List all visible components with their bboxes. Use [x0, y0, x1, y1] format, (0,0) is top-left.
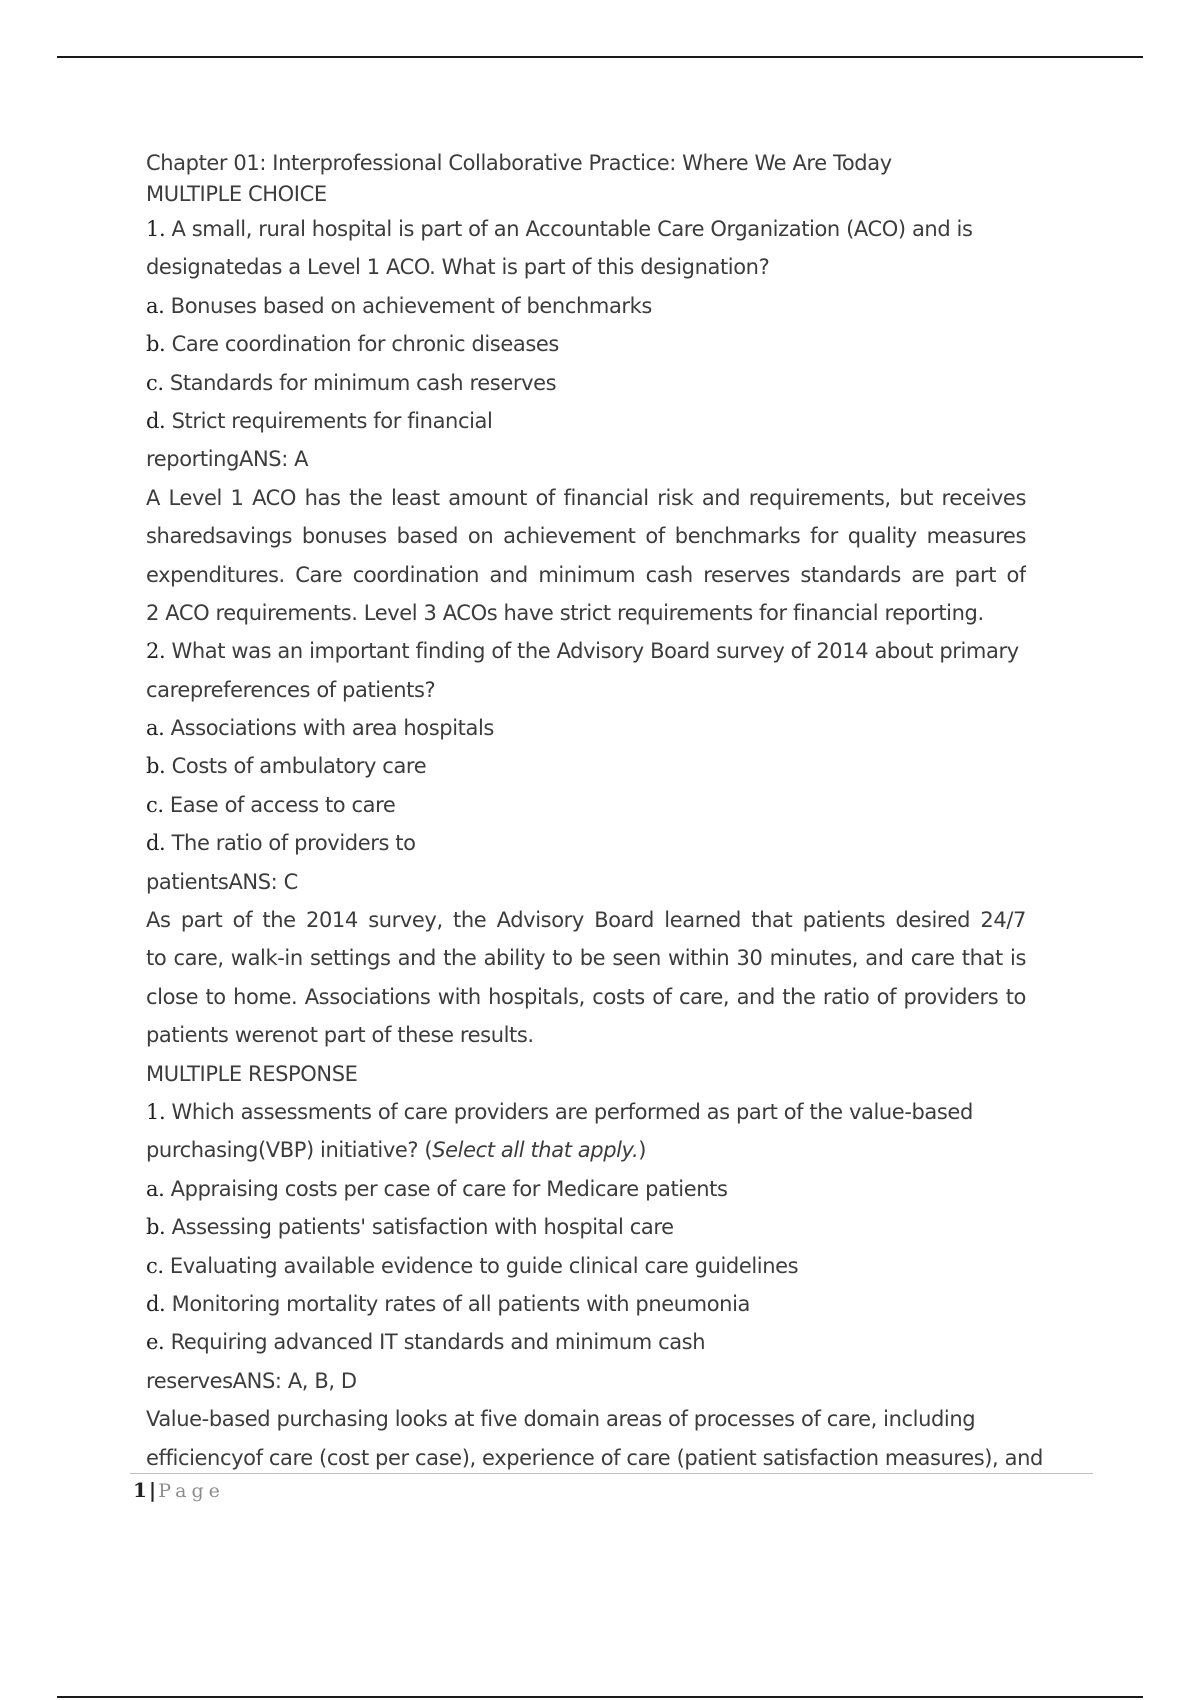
rationale-line: sharedsavings bonuses based on achievement of benchmarks for quality measures — [146, 524, 1026, 549]
rationale-line: patients werenot part of these results. — [146, 1023, 534, 1048]
answer-line: reservesANS: A, B, D — [146, 1368, 357, 1393]
option-d: d. The ratio of providers to — [146, 831, 416, 856]
question-number: 2. — [146, 639, 166, 664]
rationale-line: Value-based purchasing looks at five domain areas of processes of care, including — [146, 1407, 976, 1432]
question-number: 1. — [146, 217, 166, 241]
option-b: b. Assessing patients' satisfaction with hospital care — [146, 1215, 674, 1240]
question-2-stem: 2. What was an important finding of the Advisory Board survey of 2014 about primary — [146, 639, 1019, 664]
option-c: c. Ease of access to care — [146, 792, 396, 817]
document-body — [146, 148, 1043, 1477]
option-c: c. Standards for minimum cash reserves — [146, 370, 557, 395]
rationale-line: As part of the 2014 survey, the Advisory Board learned that patients desired 24/7 — [146, 908, 1026, 933]
mr-question-1-stem-cont: purchasing(VBP) initiative? (Select all that apply.) — [146, 1138, 647, 1163]
section-heading-multiple-choice: MULTIPLE CHOICE — [146, 182, 327, 206]
option-b: b. Care coordination for chronic diseases — [146, 332, 559, 357]
option-a: a. Bonuses based on achievement of benchmarks — [146, 293, 652, 318]
footer-rule — [130, 1473, 1093, 1474]
page-footer — [133, 1478, 225, 1502]
header-rule — [57, 56, 1143, 58]
page-label: Page — [158, 1480, 225, 1502]
mr-question-1-stem: 1. Which assessments of care providers are performed as part of the value-based — [146, 1099, 973, 1124]
section-heading-multiple-response: MULTIPLE RESPONSE — [146, 1061, 358, 1086]
question-number: 1. — [146, 1099, 166, 1124]
option-c: c. Evaluating available evidence to guide clinical care guidelines — [146, 1253, 799, 1278]
question-1-stem-cont: designatedas a Level 1 ACO. What is part of this designation? — [146, 255, 770, 280]
rationale-line: expenditures. Care coordination and minimum cash reserves standards are part of — [146, 562, 1026, 587]
question-1-stem: 1. A small, rural hospital is part of an Accountable Care Organization (ACO) and is — [146, 217, 973, 241]
option-d: d. Strict requirements for financial — [146, 408, 493, 433]
rationale-line: to care, walk-in settings and the ability to be seen within 30 minutes, and care that is — [146, 946, 1026, 971]
rationale-line: efficiencyof care (cost per case), experience of care (patient satisfaction measures), and — [146, 1445, 1043, 1470]
rationale-line: 2 ACO requirements. Level 3 ACOs have strict requirements for financial reporting. — [146, 600, 984, 625]
option-a: a. Appraising costs per case of care for Medicare patients — [146, 1176, 728, 1201]
chapter-title: Chapter 01: Interprofessional Collaborative Practice: Where We Are Today — [146, 151, 892, 175]
option-b: b. Costs of ambulatory care — [146, 754, 427, 779]
answer-line: reportingANS: A — [146, 447, 309, 472]
select-all-instruction: Select all that apply. — [432, 1138, 639, 1163]
option-d: d. Monitoring mortality rates of all patients with pneumonia — [146, 1291, 750, 1316]
option-e: e. Requiring advanced IT standards and minimum cash — [146, 1330, 706, 1355]
footer-separator: | — [148, 1478, 157, 1502]
rationale-line: A Level 1 ACO has the least amount of financial risk and requirements, but receives — [146, 485, 1026, 510]
option-a: a. Associations with area hospitals — [146, 716, 494, 741]
question-2-stem-cont: carepreferences of patients? — [146, 677, 436, 702]
bottom-rule — [57, 1696, 1143, 1698]
answer-line: patientsANS: C — [146, 869, 298, 894]
page-number: 1 — [133, 1478, 147, 1502]
rationale-line: close to home. Associations with hospitals, costs of care, and the ratio of providers to — [146, 984, 1026, 1009]
